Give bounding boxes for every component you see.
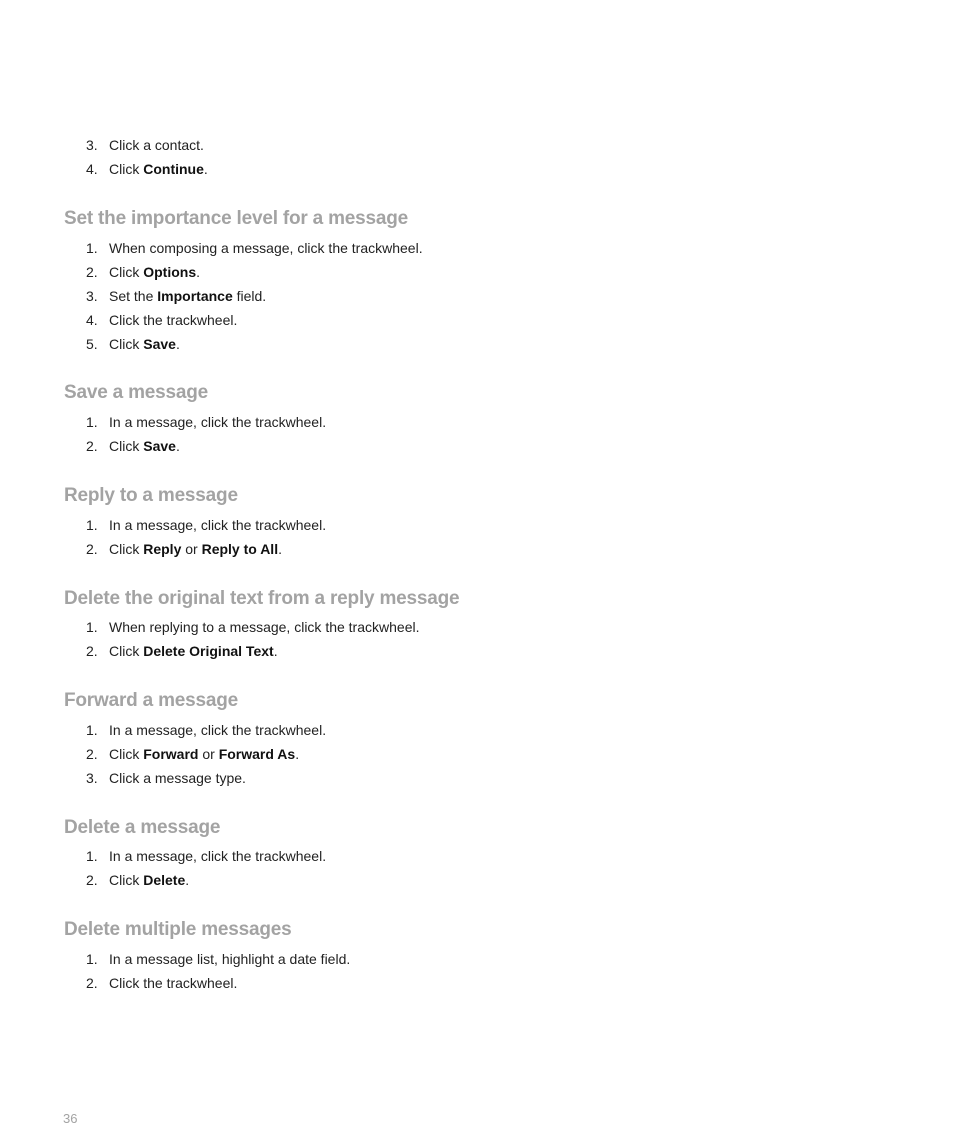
step-list bbox=[86, 951, 350, 999]
step-list bbox=[86, 722, 326, 794]
step-number: 5. bbox=[86, 336, 98, 352]
step-item bbox=[86, 643, 419, 667]
ui-term: Reply bbox=[143, 541, 182, 557]
step-text-run: In a message, click the trackwheel. bbox=[109, 722, 327, 738]
step-text-run: Click a message type. bbox=[109, 770, 246, 786]
ui-term: Forward As bbox=[218, 746, 296, 762]
step-text bbox=[109, 951, 350, 968]
step-text-run: Click bbox=[109, 541, 144, 557]
ui-term: Forward bbox=[143, 746, 199, 762]
step-number: 2. bbox=[86, 264, 98, 280]
step-text bbox=[109, 312, 237, 329]
step-number: 3. bbox=[86, 770, 98, 786]
step-item bbox=[86, 240, 423, 264]
section-heading: Delete a message bbox=[64, 817, 221, 838]
ui-term: Options bbox=[143, 264, 197, 280]
step-item bbox=[86, 975, 350, 999]
section-heading: Delete the original text from a reply message bbox=[64, 588, 460, 609]
step-item bbox=[86, 336, 423, 360]
step-text-run: Set the bbox=[109, 288, 158, 304]
step-item bbox=[86, 414, 326, 438]
section-heading: Save a message bbox=[64, 382, 209, 403]
step-text-run: Click the trackwheel. bbox=[109, 312, 238, 328]
section-heading: Forward a message bbox=[64, 690, 239, 711]
step-text-run: Click bbox=[109, 264, 144, 280]
step-item bbox=[86, 517, 326, 541]
step-list bbox=[86, 414, 326, 462]
step-text-run: In a message, click the trackwheel. bbox=[109, 517, 327, 533]
ui-term: Save bbox=[143, 336, 176, 352]
section-heading: Set the importance level for a message bbox=[64, 208, 409, 229]
step-text bbox=[109, 643, 278, 660]
step-text-run: . bbox=[203, 161, 208, 177]
ui-term: Reply to All bbox=[201, 541, 279, 557]
page-number: 36 bbox=[63, 1111, 78, 1126]
step-text bbox=[109, 438, 180, 455]
step-item bbox=[86, 770, 326, 794]
step-text bbox=[109, 541, 282, 558]
step-text bbox=[109, 336, 180, 353]
step-number: 1. bbox=[86, 517, 98, 533]
step-text-run: or bbox=[181, 541, 202, 557]
step-text bbox=[109, 137, 204, 154]
ui-term: Delete Original Text bbox=[143, 643, 274, 659]
step-number: 2. bbox=[86, 746, 98, 762]
step-text bbox=[109, 848, 326, 865]
step-text bbox=[109, 240, 423, 257]
step-text-run: field. bbox=[232, 288, 267, 304]
step-number: 2. bbox=[86, 541, 98, 557]
step-text-run: Click the trackwheel. bbox=[109, 975, 238, 991]
step-text-run: When replying to a message, click the trackwheel. bbox=[109, 619, 420, 635]
step-item bbox=[86, 541, 326, 565]
step-number: 3. bbox=[86, 288, 98, 304]
step-item bbox=[86, 848, 326, 872]
step-item bbox=[86, 161, 208, 185]
step-number: 4. bbox=[86, 312, 98, 328]
step-text-run: Click bbox=[109, 872, 144, 888]
ui-term: Importance bbox=[157, 288, 233, 304]
step-list bbox=[86, 619, 419, 667]
step-text bbox=[109, 161, 208, 178]
step-number: 2. bbox=[86, 975, 98, 991]
step-text-run: In a message list, highlight a date field. bbox=[109, 951, 351, 967]
step-text-run: In a message, click the trackwheel. bbox=[109, 848, 327, 864]
step-number: 2. bbox=[86, 643, 98, 659]
step-number: 1. bbox=[86, 848, 98, 864]
step-text-run: . bbox=[278, 541, 282, 557]
step-text bbox=[109, 872, 189, 889]
step-item bbox=[86, 722, 326, 746]
step-text-run: Click bbox=[109, 438, 144, 454]
step-item bbox=[86, 264, 423, 288]
step-text bbox=[109, 414, 326, 431]
step-text-run: Click bbox=[109, 643, 144, 659]
section-heading: Delete multiple messages bbox=[64, 919, 292, 940]
step-text-run: Click bbox=[109, 336, 144, 352]
step-number: 4. bbox=[86, 161, 98, 177]
step-text bbox=[109, 288, 266, 305]
step-number: 1. bbox=[86, 619, 98, 635]
step-text bbox=[109, 619, 419, 636]
intro-step-list bbox=[86, 137, 208, 185]
step-list bbox=[86, 848, 326, 896]
step-list bbox=[86, 517, 326, 565]
step-item bbox=[86, 951, 350, 975]
step-text bbox=[109, 770, 246, 787]
step-text-run: or bbox=[198, 746, 219, 762]
step-text-run: . bbox=[196, 264, 201, 280]
step-item bbox=[86, 746, 326, 770]
ui-term: Save bbox=[143, 438, 176, 454]
step-list bbox=[86, 240, 423, 360]
section-heading: Reply to a message bbox=[64, 485, 238, 506]
step-number: 1. bbox=[86, 240, 98, 256]
step-text-run: In a message, click the trackwheel. bbox=[109, 414, 327, 430]
step-text-run: . bbox=[175, 438, 180, 454]
step-number: 2. bbox=[86, 872, 98, 888]
step-text-run: When composing a message, click the trackwheel. bbox=[109, 240, 423, 256]
step-text-run: . bbox=[295, 746, 300, 762]
step-item bbox=[86, 288, 423, 312]
step-item bbox=[86, 312, 423, 336]
ui-term: Delete bbox=[143, 872, 186, 888]
step-text-run: . bbox=[185, 872, 190, 888]
ui-term: Continue bbox=[143, 161, 204, 177]
step-text bbox=[109, 975, 237, 992]
step-number: 1. bbox=[86, 951, 98, 967]
step-text bbox=[109, 264, 200, 281]
step-item bbox=[86, 872, 326, 896]
step-item bbox=[86, 137, 208, 161]
step-number: 1. bbox=[86, 414, 98, 430]
step-number: 2. bbox=[86, 438, 98, 454]
step-text-run: Click bbox=[109, 161, 144, 177]
step-item bbox=[86, 438, 326, 462]
step-text bbox=[109, 746, 299, 763]
step-text-run: Click a contact. bbox=[109, 137, 204, 153]
step-item bbox=[86, 619, 419, 643]
step-text-run: Click bbox=[109, 746, 144, 762]
step-text bbox=[109, 517, 326, 534]
step-text-run: . bbox=[175, 336, 180, 352]
step-text bbox=[109, 722, 326, 739]
step-number: 1. bbox=[86, 722, 98, 738]
step-text-run: . bbox=[273, 643, 278, 659]
step-number: 3. bbox=[86, 137, 98, 153]
